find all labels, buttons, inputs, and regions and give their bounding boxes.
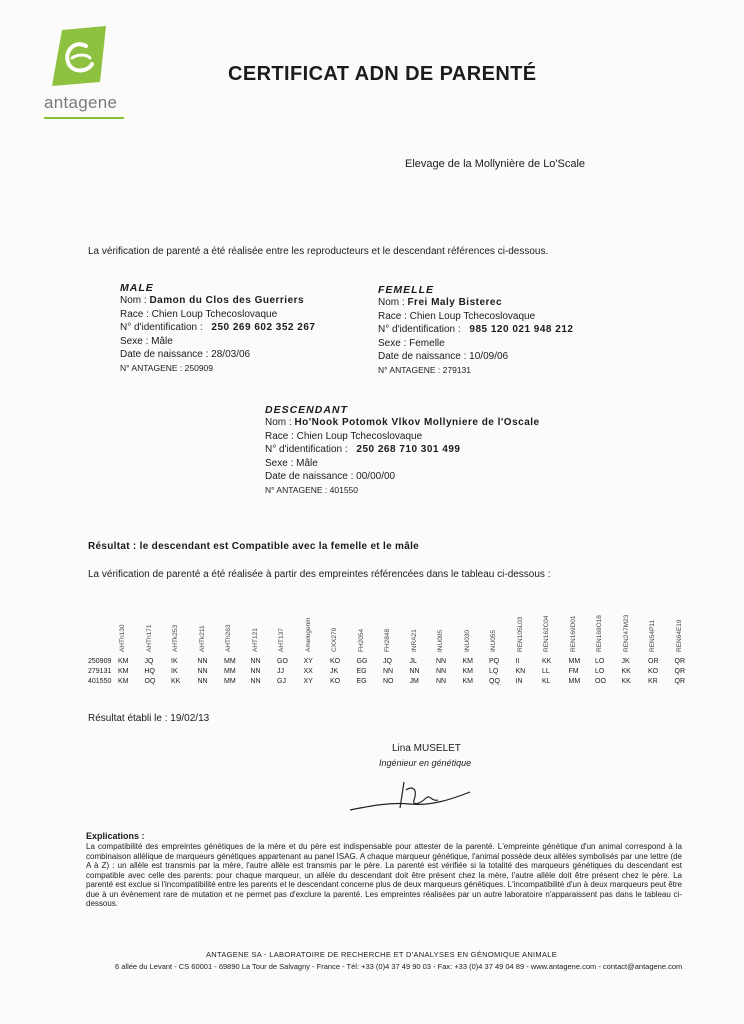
genotype-cell: EG [356, 668, 367, 675]
genotype-row-id: 279131 [88, 668, 112, 675]
genotype-cell: OO [595, 678, 606, 685]
female-antagene-number: N° ANTAGENE : 279131 [378, 364, 472, 375]
female-dob: Date de naissance : 10/09/06 [378, 351, 509, 362]
genotype-cell: KM [462, 678, 473, 685]
genotype-cell: XX [303, 668, 313, 675]
brand-underline [44, 117, 124, 119]
handwritten-signature [340, 772, 480, 822]
genotype-cell: PQ [489, 658, 500, 665]
male-name-label: Nom : [120, 295, 147, 306]
male-sex: Sexe : Mâle [120, 335, 173, 347]
marker-label: AHT137 [278, 628, 285, 652]
brand-name: antagene [44, 93, 118, 112]
genotype-cell: NN [250, 678, 261, 685]
genotype-cell: KO [330, 658, 341, 665]
genotype-cell: NO [383, 678, 394, 685]
male-name-line [120, 294, 315, 308]
genotype-cell: JK [621, 658, 630, 665]
marker-label: AHTh171 [145, 624, 153, 652]
genotype-cell: FM [568, 668, 579, 675]
genotype-cell: JJ [277, 668, 284, 675]
genotype-cell: JM [409, 678, 419, 685]
explanations-heading: Explications : [86, 831, 145, 841]
female-name-line [378, 296, 573, 310]
genotype-cell: KM [462, 658, 473, 665]
male-id: 250 269 602 352 267 [211, 322, 316, 333]
marker-label: AHTk253 [172, 624, 179, 652]
genotype-cell: IK [171, 668, 178, 675]
female-id-line [378, 323, 573, 337]
female-name-label: Nom : [378, 297, 405, 308]
marker-label: AHTh263 [225, 624, 232, 652]
genotype-cell: NN [250, 658, 261, 665]
descendant-section [265, 404, 540, 497]
marker-label: CXX279 [331, 627, 338, 652]
genotype-cell: XY [303, 658, 313, 665]
genotype-cell: QR [674, 678, 685, 685]
genotype-cell: QR [674, 668, 685, 675]
marker-label: FH2054 [357, 628, 365, 652]
genotype-cell: NN [436, 678, 447, 685]
descendant-id: 250 268 710 301 499 [356, 444, 461, 455]
genotype-cell: JK [330, 668, 339, 675]
male-name: Damon du Clos des Guerriers [149, 295, 305, 306]
lab-name: ANTAGENE SA - LABORATOIRE DE RECHERCHE ET D'ANALYSES EN GÉNOMIQUE ANIMALE [206, 950, 558, 959]
female-id-label: N° d'identification : [378, 324, 461, 335]
descendant-sex: Sexe : Mâle [265, 457, 318, 469]
marker-label: REN247M23 [622, 614, 630, 652]
genotype-cell: NN [250, 668, 261, 675]
female-heading: FEMELLE [378, 284, 434, 296]
descendant-antagene-number: N° ANTAGENE : 401550 [265, 484, 359, 495]
genotype-cell: OQ [144, 678, 156, 685]
genotype-cell: LO [595, 658, 605, 665]
genotype-cell: JQ [383, 658, 392, 665]
genotype-cell: NN [436, 658, 447, 665]
lab-address: 6 allée du Levant - CS 60001 - 69890 La Tour de Salvagny - France - Tél: +33 (0)4 37 49 90 03 - Fax: +33 (0)4 37 49 04 89 - www.antagene.com - contact@antagene.com [115, 962, 683, 971]
genotype-cell: KO [330, 678, 341, 685]
male-antagene-number: N° ANTAGENE : 250909 [120, 362, 214, 373]
descendant-name-label: Nom : [265, 417, 292, 428]
intro-text: La vérification de parenté a été réalisée entre les reproducteurs et le descendant références ci-dessous. [88, 246, 549, 257]
marker-label: AHTh130 [119, 624, 126, 652]
genotype-cell: MM [568, 678, 581, 685]
genotype-cell: KM [118, 678, 129, 685]
genotype-row-id: 401550 [88, 678, 112, 685]
genotype-cell: KK [171, 678, 181, 685]
male-race: Race : Chien Loup Tchecoslovaque [120, 308, 278, 320]
antagene-logo [48, 26, 110, 90]
genotype-cell: NN [436, 668, 447, 675]
marker-label: REN162C04 [543, 615, 550, 652]
marker-label: AHT121 [251, 628, 259, 652]
genotype-cell: QR [674, 658, 685, 665]
genotype-cell: GO [277, 658, 288, 665]
descendant-dob: Date de naissance : 00/00/00 [265, 471, 396, 482]
explanations-text: La compatibilité des empreintes génétiques de la mère et du père est indispensable pour attester de la parenté. L'empreinte génétique d'un animal correspond à la combinaison allélique de marqueurs génétiques appartenant au panel ISAG. A chaque marqueur génétique, l'animal possède deux allèles symbolisés par une lettre (de A à Z) : un allèle est transmis par la mère, l'autre allèle est transmis par le père. La parenté est vérifiée si la totalité des marqueurs génétiques du descendant est compatible avec celle des parents: pour chaque marqueur, un allèle du descendant doit être présent chez la mère, l'autre allèle doit être présent chez le père. La parenté est exclue si l'incompatibilité entre les parents et le descendant concerne plus de deux marqueurs génétiques. L'incompatibilité d'un à deux marqueurs peut être due à un évènement rare de mutation et ne permet pas d'exclure la parenté. Les empreintes réalisées par un autre laboratoire n'apparaissent pas dans le tableau ci-dessous. [86, 842, 682, 908]
marker-label: REN169O18 [596, 615, 603, 652]
genotype-cell: NN [197, 658, 208, 665]
genotype-cell: KK [621, 678, 631, 685]
genotype-cell: KM [118, 658, 129, 665]
male-heading: MALE [120, 282, 154, 294]
marker-label: INU005 [437, 629, 444, 652]
genotype-cell: NN [197, 668, 208, 675]
marker-label: AHTk211 [198, 625, 206, 652]
breeder-name: Elevage de la Mollynière de Lo'Scale [405, 158, 586, 170]
descendant-id-line [265, 443, 540, 457]
marker-label: REN54P11 [649, 619, 656, 652]
descendant-name-line [265, 416, 540, 430]
male-id-label: N° d'identification : [120, 322, 203, 333]
female-name: Frei Maly Bisterec [407, 297, 503, 308]
genotype-cell: JL [409, 658, 417, 665]
female-sex: Sexe : Femelle [378, 337, 445, 349]
marker-label: Amelogenin [304, 617, 312, 652]
marker-label: REN64E19 [675, 619, 683, 652]
genotype-cell: II [515, 658, 520, 665]
genotype-cell: KN [515, 668, 526, 675]
genotype-cell: IK [171, 658, 178, 665]
genotype-cell: MM [224, 668, 236, 675]
genotype-cell: NN [409, 668, 420, 675]
genotype-cell: IN [515, 678, 523, 685]
marker-label: REN105L03 [516, 616, 524, 652]
marker-label: INU030 [463, 629, 471, 652]
genotype-cell: NN [197, 678, 208, 685]
genotype-cell: KO [648, 668, 659, 675]
genotype-cell: OR [648, 658, 659, 665]
result-date: Résultat établi le : 19/02/13 [88, 713, 210, 724]
male-section [120, 282, 315, 375]
genotype-cell: KM [118, 668, 129, 675]
descendant-race: Race : Chien Loup Tchecoslovaque [265, 430, 423, 442]
marker-label: FH2848 [384, 628, 391, 652]
genotype-cell: KL [542, 678, 551, 685]
descendant-id-label: N° d'identification : [265, 444, 348, 455]
marker-label: INRA21 [410, 629, 418, 652]
result-text: Résultat : le descendant est Compatible avec la femelle et le mâle [88, 541, 420, 552]
genotype-cell: EG [356, 678, 367, 685]
male-id-line [120, 321, 315, 335]
female-section [378, 284, 573, 377]
genotype-cell: KK [542, 658, 552, 665]
genotype-cell: QQ [489, 678, 500, 685]
genotype-cell: MM [568, 658, 581, 665]
genotype-cell: MM [224, 678, 236, 685]
marker-header-row [88, 604, 688, 652]
descendant-heading: DESCENDANT [265, 404, 348, 416]
genotype-table [88, 658, 688, 688]
male-dob: Date de naissance : 28/03/06 [120, 349, 251, 360]
genotype-cell: LL [542, 668, 550, 675]
genotype-cell: JQ [144, 658, 154, 665]
verification-text: La vérification de parenté a été réalisée à partir des empreintes référencées dans le tableau ci-dessous : [88, 569, 551, 580]
genotype-cell: KR [648, 678, 658, 685]
genotype-cell: GG [356, 658, 368, 665]
marker-label: REN169D01 [569, 615, 577, 652]
signatory-title: Ingénieur en génétique [379, 758, 472, 768]
signatory-name: Lina MUSELET [392, 743, 461, 754]
genotype-cell: LQ [489, 668, 499, 675]
genotype-row [88, 658, 688, 668]
genotype-cell: NN [383, 668, 394, 675]
descendant-name: Ho'Nook Potomok Vlkov Mollyniere de l'Oscale [294, 417, 540, 428]
genotype-cell: LO [595, 668, 605, 675]
genotype-cell: MM [224, 658, 236, 665]
female-id: 985 120 021 948 212 [469, 324, 574, 335]
genotype-row [88, 668, 688, 678]
female-race: Race : Chien Loup Tchecoslovaque [378, 310, 536, 322]
genotype-cell: KK [621, 668, 631, 675]
genotype-row-id: 250909 [88, 658, 112, 665]
genotype-cell: GJ [277, 678, 286, 685]
marker-label: INU055 [490, 629, 497, 652]
genotype-cell: XY [303, 678, 313, 685]
genotype-cell: KM [462, 668, 473, 675]
genotype-cell: HQ [144, 668, 155, 675]
genotype-row [88, 678, 688, 688]
document-title: CERTIFICAT ADN DE PARENTÉ [228, 63, 537, 85]
